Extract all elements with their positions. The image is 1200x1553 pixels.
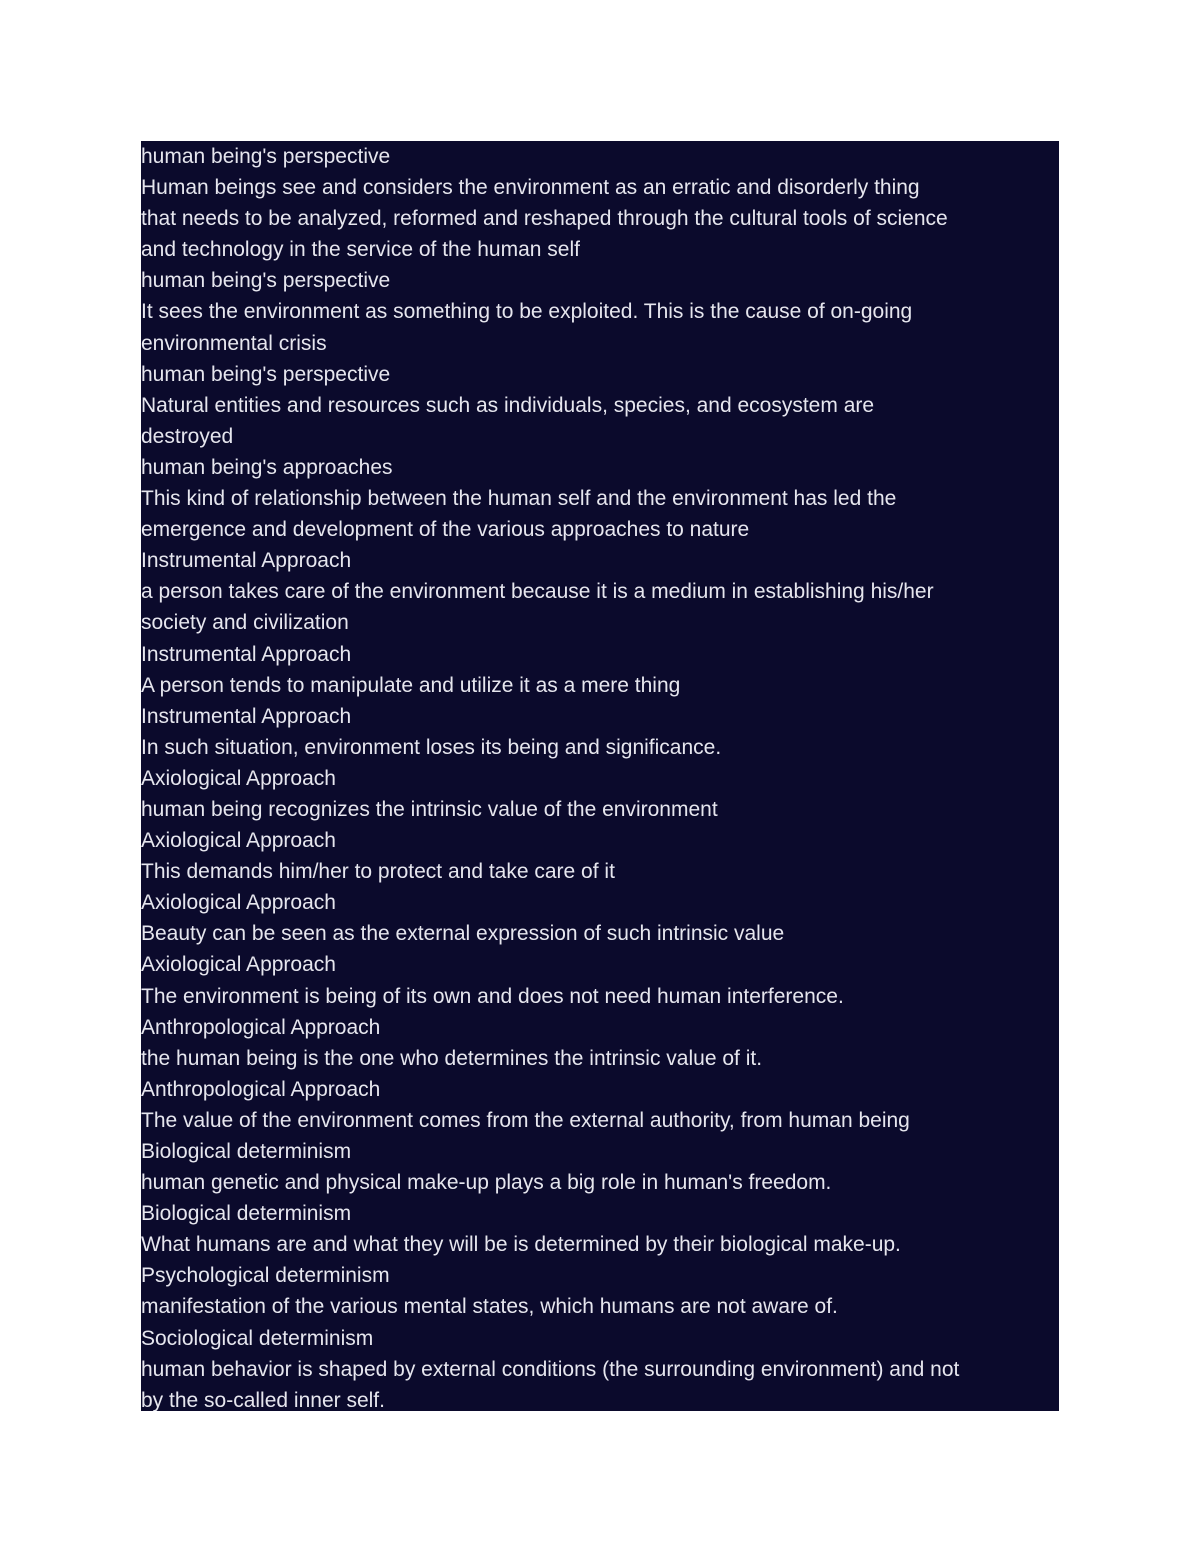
- text-line: It sees the environment as something to be exploited. This is the cause of on-going: [141, 300, 913, 324]
- text-line: and technology in the service of the human self: [141, 238, 580, 262]
- text-line: a person takes care of the environment because it is a medium in establishing his/her: [141, 580, 934, 604]
- text-line: The environment is being of its own and does not need human interference.: [141, 984, 844, 1008]
- text-line: that needs to be analyzed, reformed and reshaped through the cultural tools of science: [141, 207, 948, 231]
- text-line: The value of the environment comes from the external authority, from human being: [141, 1108, 910, 1132]
- text-line: human being recognizes the intrinsic value of the environment: [141, 797, 718, 821]
- text-lines: [141, 141, 1059, 1411]
- text-line: Psychological determinism: [141, 1264, 390, 1288]
- text-line: human being's perspective: [141, 145, 391, 168]
- text-line: human being's approaches: [141, 455, 393, 479]
- text-line: Biological determinism: [141, 1202, 352, 1226]
- text-line: destroyed: [141, 424, 234, 448]
- text-line: human genetic and physical make-up plays a big role in human's freedom.: [141, 1171, 832, 1195]
- text-line: Beauty can be seen as the external expression of such intrinsic value: [141, 922, 785, 946]
- text-line: Anthropological Approach: [141, 1015, 381, 1039]
- text-block: [141, 141, 1059, 1411]
- text-line: Axiological Approach: [141, 953, 336, 977]
- text-line: emergence and development of the various approaches to nature: [141, 518, 750, 542]
- text-line: Sociological determinism: [141, 1326, 374, 1350]
- text-line: human behavior is shaped by external conditions (the surrounding environment) and not: [141, 1357, 960, 1381]
- text-line: This demands him/her to protect and take care of it: [141, 860, 615, 884]
- text-line: In such situation, environment loses its being and significance.: [141, 735, 722, 759]
- text-line: This kind of relationship between the human self and the environment has led the: [141, 487, 897, 511]
- text-line: Instrumental Approach: [141, 642, 352, 666]
- text-line: Biological determinism: [141, 1140, 352, 1163]
- text-line: society and civilization: [141, 611, 349, 635]
- text-line: the human being is the one who determines the intrinsic value of it.: [141, 1046, 763, 1070]
- text-line: Natural entities and resources such as individuals, species, and ecosystem are: [141, 393, 875, 417]
- text-line: Human beings see and considers the environment as an erratic and disorderly thing: [141, 176, 920, 200]
- text-line: human being's perspective: [141, 362, 391, 386]
- text-line: Axiological Approach: [141, 829, 336, 853]
- text-line: human being's perspective: [141, 269, 391, 293]
- text-line: Anthropological Approach: [141, 1077, 381, 1101]
- text-line: A person tends to manipulate and utilize it as a mere thing: [141, 673, 681, 697]
- text-line: Instrumental Approach: [141, 704, 352, 728]
- text-line: What humans are and what they will be is determined by their biological make-up.: [141, 1233, 901, 1257]
- text-line: by the so-called inner self.: [141, 1388, 385, 1411]
- text-line: Axiological Approach: [141, 766, 336, 790]
- text-line: environmental crisis: [141, 331, 327, 355]
- text-line: manifestation of the various mental states, which humans are not aware of.: [141, 1295, 838, 1319]
- text-line: Instrumental Approach: [141, 549, 352, 573]
- text-line: Axiological Approach: [141, 891, 336, 915]
